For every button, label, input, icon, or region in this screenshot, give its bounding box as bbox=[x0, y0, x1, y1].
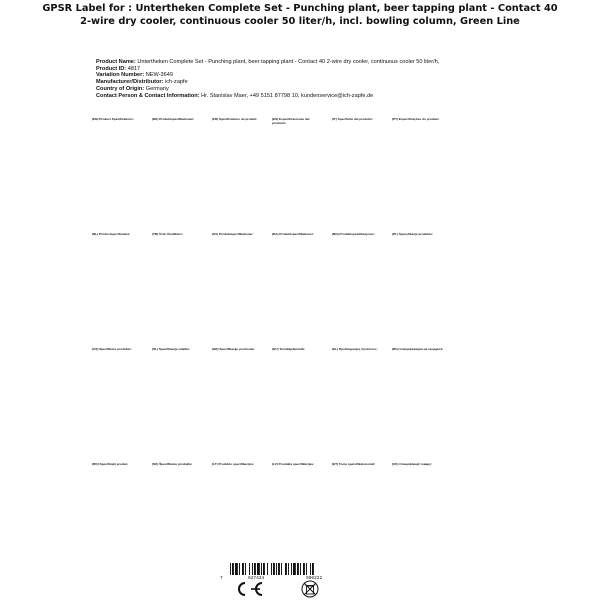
spec-heading: (RO) Specificații produs: bbox=[92, 462, 129, 466]
barcode-bar bbox=[263, 563, 265, 575]
spec-cell bbox=[212, 232, 264, 343]
barcode-bar bbox=[303, 563, 305, 575]
barcode-digits-left: 627434 bbox=[248, 576, 265, 581]
spec-cell bbox=[92, 232, 144, 343]
barcode-bar bbox=[249, 563, 250, 575]
spec-heading: (EN) Product Specifications: bbox=[92, 117, 134, 121]
barcode-bars bbox=[228, 563, 356, 575]
spec-cell bbox=[332, 462, 384, 573]
spec-heading: (IT) Specifiche del prodotto: bbox=[332, 117, 374, 121]
spec-cell bbox=[212, 347, 264, 458]
barcode-bar bbox=[291, 563, 292, 575]
grid-row bbox=[92, 232, 509, 343]
barcode-bar bbox=[285, 563, 287, 575]
no-disposal-bin-icon bbox=[301, 580, 319, 598]
spec-heading: (PT) Especificações do produto: bbox=[392, 117, 440, 121]
info-row-country bbox=[96, 86, 556, 93]
spec-cell bbox=[92, 462, 144, 573]
spec-cell bbox=[152, 232, 204, 343]
spec-heading: (LV) Produkta specifikācijas: bbox=[272, 462, 315, 466]
spec-cell bbox=[332, 232, 384, 343]
spec-heading: (ES) Especificaciones del producto: bbox=[272, 117, 310, 125]
spec-cell bbox=[392, 462, 444, 573]
barcode-bar bbox=[300, 563, 301, 575]
spec-cell bbox=[92, 347, 144, 458]
spec-cell bbox=[212, 462, 264, 573]
info-key: Product ID: bbox=[96, 65, 127, 72]
language-spec-grid bbox=[92, 117, 509, 577]
barcode-bar bbox=[235, 563, 238, 575]
info-key: Contact Person & Contact Information: bbox=[96, 92, 200, 99]
spec-heading: (EL) Προδιαγραφές προϊόντος: bbox=[332, 347, 378, 351]
barcode-digits-right: 906222 bbox=[306, 576, 323, 581]
grid-row bbox=[92, 117, 509, 228]
barcode-bar bbox=[230, 563, 231, 575]
spec-heading: (BG) Спецификации на продукта: bbox=[392, 347, 444, 351]
spec-cell bbox=[92, 117, 144, 228]
spec-heading: (NL) Productspecificaties: bbox=[92, 232, 131, 236]
info-value: 4817 bbox=[127, 65, 141, 72]
barcode-bar bbox=[254, 563, 256, 575]
barcode-bar bbox=[261, 563, 262, 575]
spec-heading: (SK) Špecifikácie produktu: bbox=[152, 462, 193, 466]
info-key: Manufacturer/Distributor: bbox=[96, 79, 164, 86]
info-value: Hr. Stanislav Maer, +49 5151 87798 10, kundenservice@ich-zapfe.de bbox=[201, 92, 374, 99]
spec-heading: (SL) Specifikacije izdelka: bbox=[152, 347, 190, 351]
spec-heading: (NO) Produktspesifikasjoner: bbox=[332, 232, 375, 236]
barcode-bar bbox=[271, 563, 272, 575]
ce-mark-icon bbox=[232, 581, 266, 597]
spec-cell bbox=[272, 462, 324, 573]
spec-cell bbox=[152, 462, 204, 573]
info-row-manufacturer bbox=[96, 79, 556, 86]
spec-cell bbox=[152, 347, 204, 458]
barcode-bar bbox=[242, 563, 244, 575]
barcode-bar bbox=[267, 563, 268, 575]
info-key: Product Name: bbox=[96, 59, 136, 65]
spec-cell bbox=[272, 117, 324, 228]
grid-row bbox=[92, 462, 509, 573]
info-key: Variation Number: bbox=[96, 72, 145, 79]
barcode-bar bbox=[281, 563, 282, 575]
info-value: Germany bbox=[145, 85, 169, 92]
spec-cell bbox=[332, 117, 384, 228]
spec-heading: (DE) Produktspezifikationen: bbox=[152, 117, 195, 121]
info-value: Untertheken Complete Set - Punching plant, beer tapping plant - Contact 40 2-wire dry cooler, continuous cooler 50 liter/h, bbox=[137, 59, 440, 65]
barcode-bar bbox=[273, 563, 275, 575]
spec-heading: (HU) Termékjellemzők: bbox=[272, 347, 306, 351]
spec-cell bbox=[212, 117, 264, 228]
info-value: ich-zapfe bbox=[165, 79, 188, 86]
spec-heading: (PL) Specyfikacje produktu: bbox=[392, 232, 433, 236]
info-key: Country of Origin: bbox=[96, 85, 145, 92]
info-row-contact bbox=[96, 93, 556, 100]
barcode-bar bbox=[297, 563, 299, 575]
spec-heading: (CS) Specifikace produktu: bbox=[92, 347, 132, 351]
barcode-bar bbox=[310, 563, 311, 575]
barcode-bar bbox=[232, 563, 234, 575]
barcode-digit-left: 7 bbox=[220, 576, 223, 581]
barcode-bar bbox=[239, 563, 240, 575]
barcode-bar bbox=[306, 563, 307, 575]
spec-cell bbox=[392, 117, 444, 228]
spec-heading: (LT) Produkto specifikacijos: bbox=[212, 462, 255, 466]
barcode bbox=[220, 563, 356, 583]
spec-cell bbox=[152, 117, 204, 228]
spec-heading: (TR) Ürün Özellikleri: bbox=[152, 232, 183, 236]
info-value: NEW-3649 bbox=[145, 72, 174, 79]
spec-cell bbox=[392, 232, 444, 343]
info-row-variation-number bbox=[96, 72, 556, 79]
barcode-bar bbox=[257, 563, 260, 575]
barcode-bar bbox=[288, 563, 289, 575]
product-info bbox=[96, 59, 556, 99]
grid-row bbox=[92, 347, 509, 458]
page-title: GPSR Label for : Untertheken Complete Set - Punching plant, beer tapping plant - Contact 40 2-wire dry cooler, continuous cooler 50 liter/h, incl. bowling column, Green Line bbox=[42, 3, 558, 27]
barcode-bar bbox=[252, 563, 253, 575]
spec-cell bbox=[392, 347, 444, 458]
barcode-bar bbox=[245, 563, 246, 575]
spec-heading: (DA) Produktspecifikationer: bbox=[272, 232, 314, 236]
spec-heading: (FR) Spécifications du produit: bbox=[212, 117, 258, 121]
spec-heading: (UK) Специфікації товару: bbox=[392, 462, 432, 466]
barcode-bar bbox=[276, 563, 277, 575]
spec-cell bbox=[272, 347, 324, 458]
barcode-bar bbox=[293, 563, 296, 575]
spec-heading: (SV) Produktspecifikationer: bbox=[212, 232, 254, 236]
barcode-bar bbox=[278, 563, 280, 575]
info-row-product-name bbox=[96, 59, 556, 66]
info-row-product-id bbox=[96, 66, 556, 73]
barcode-bar bbox=[312, 563, 314, 575]
spec-cell bbox=[272, 232, 324, 343]
spec-heading: (HR) Specifikacije proizvoda: bbox=[212, 347, 255, 351]
spec-heading: (ET) Toote spetsifikatsioonid: bbox=[332, 462, 376, 466]
spec-cell bbox=[332, 347, 384, 458]
